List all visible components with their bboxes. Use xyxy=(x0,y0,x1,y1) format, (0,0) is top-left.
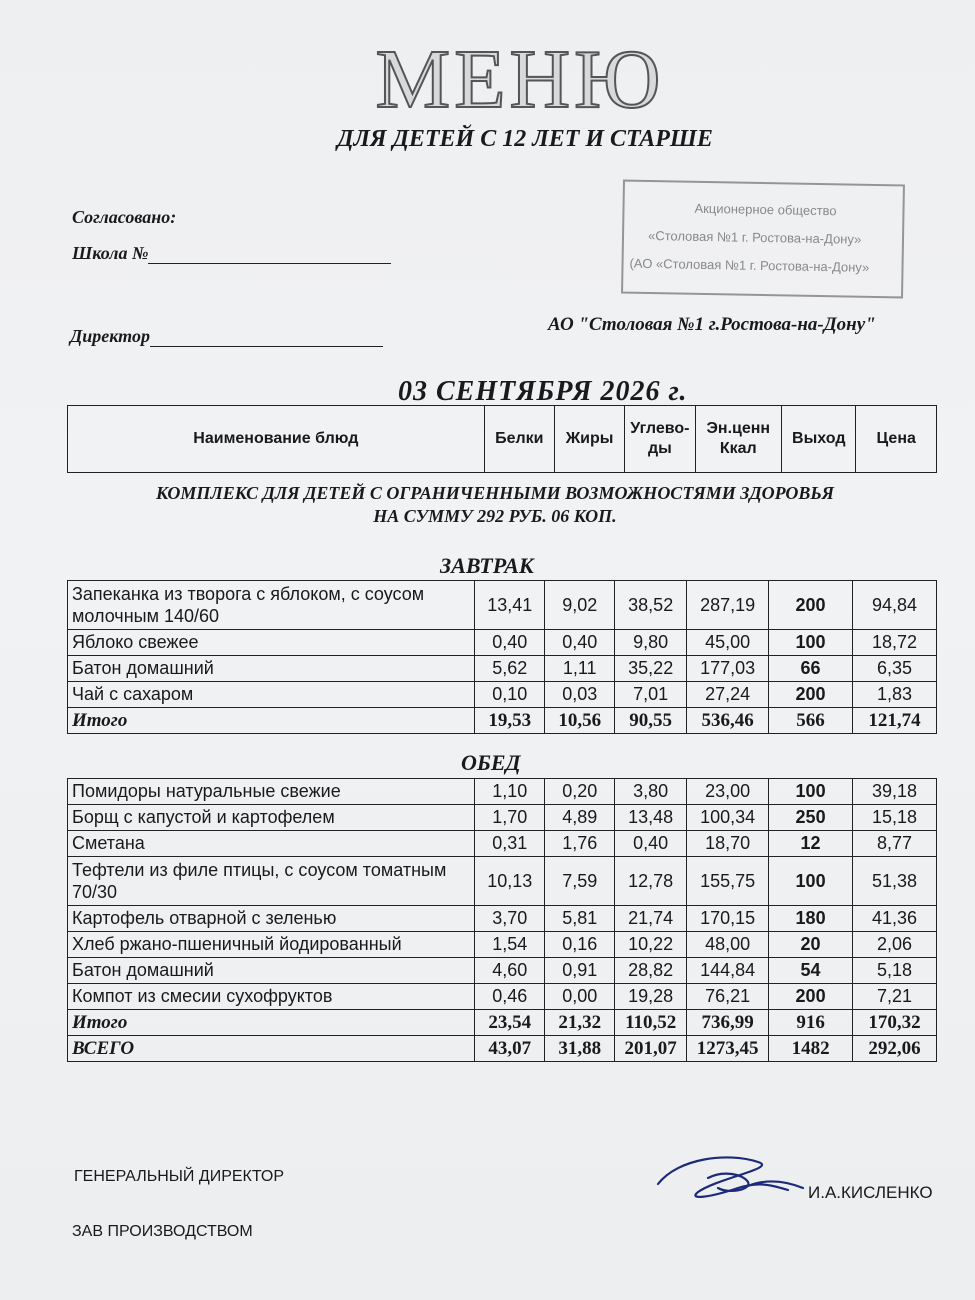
carbs-cell: 35,22 xyxy=(615,656,687,682)
stamp-line-1: Акционерное общество xyxy=(694,200,837,219)
price-cell: 39,18 xyxy=(853,779,937,805)
complex-line-2: НА СУММУ 292 РУБ. 06 КОП. xyxy=(373,506,617,527)
protein-cell: 13,41 xyxy=(475,581,545,630)
table-row xyxy=(68,805,937,831)
stamp-line-3: (АО «Столовая №1 г. Ростова-на-Дону» xyxy=(629,255,870,275)
dish-name-cell: Сметана xyxy=(68,831,475,857)
table-row xyxy=(68,857,937,906)
price-cell: 121,74 xyxy=(853,708,937,734)
dish-name-cell: Итого xyxy=(68,1010,475,1036)
dish-name-cell: Чай с сахаром xyxy=(68,682,475,708)
table-row xyxy=(68,656,937,682)
output-cell: 200 xyxy=(769,984,853,1010)
fat-cell: 0,91 xyxy=(545,958,615,984)
column-header-table xyxy=(67,405,937,473)
dish-name-cell: ВСЕГО xyxy=(68,1036,475,1062)
carbs-cell: 21,74 xyxy=(615,906,687,932)
protein-cell: 23,54 xyxy=(475,1010,545,1036)
energy-cell: 177,03 xyxy=(687,656,769,682)
energy-cell: 48,00 xyxy=(687,932,769,958)
price-cell: 8,77 xyxy=(853,831,937,857)
dish-name-cell: Борщ с капустой и картофелем xyxy=(68,805,475,831)
company-name: АО "Столовая №1 г.Ростова-на-Дону" xyxy=(548,314,876,335)
production-head-label: ЗАВ ПРОИЗВОДСТВОМ xyxy=(72,1223,253,1240)
table-row xyxy=(68,906,937,932)
col-carbs-header: Углево-ды xyxy=(625,406,695,473)
fat-cell: 1,76 xyxy=(545,831,615,857)
agreed-label: Согласовано: xyxy=(72,207,177,227)
output-cell: 66 xyxy=(769,656,853,682)
output-cell: 566 xyxy=(769,708,853,734)
output-cell: 200 xyxy=(769,682,853,708)
carbs-cell: 19,28 xyxy=(615,984,687,1010)
fat-cell: 31,88 xyxy=(545,1036,615,1062)
col-price-header: Цена xyxy=(856,406,937,473)
price-cell: 1,83 xyxy=(853,682,937,708)
protein-cell: 1,70 xyxy=(475,805,545,831)
col-output-header: Выход xyxy=(782,406,856,473)
output-cell: 20 xyxy=(769,932,853,958)
price-cell: 41,36 xyxy=(853,906,937,932)
dish-name-cell: Батон домашний xyxy=(68,656,475,682)
protein-cell: 0,40 xyxy=(475,630,545,656)
dish-name-cell: Помидоры натуральные свежие xyxy=(68,779,475,805)
school-field xyxy=(72,243,391,264)
grand-total-row xyxy=(68,1036,937,1062)
protein-cell: 0,10 xyxy=(475,682,545,708)
table-row xyxy=(68,581,937,630)
protein-cell: 10,13 xyxy=(475,857,545,906)
protein-cell: 4,60 xyxy=(475,958,545,984)
complex-heading xyxy=(90,482,900,529)
carbs-cell: 10,22 xyxy=(615,932,687,958)
energy-cell: 76,21 xyxy=(687,984,769,1010)
dish-name-cell: Батон домашний xyxy=(68,958,475,984)
general-director-label: ГЕНЕРАЛЬНЫЙ ДИРЕКТОР xyxy=(74,1168,285,1185)
dish-name-cell: Тефтели из филе птицы, с соусом томатным 70/30 xyxy=(68,857,475,906)
carbs-cell: 110,52 xyxy=(615,1010,687,1036)
fat-cell: 4,89 xyxy=(545,805,615,831)
output-cell: 180 xyxy=(769,906,853,932)
company-stamp xyxy=(621,180,905,299)
energy-cell: 155,75 xyxy=(687,857,769,906)
col-protein-header: Белки xyxy=(484,406,554,473)
dish-name-cell: Итого xyxy=(68,708,475,734)
signature xyxy=(648,1148,808,1208)
output-cell: 54 xyxy=(769,958,853,984)
col-name-header: Наименование блюд xyxy=(68,406,485,473)
carbs-cell: 7,01 xyxy=(615,682,687,708)
energy-cell: 736,99 xyxy=(687,1010,769,1036)
protein-cell: 1,54 xyxy=(475,932,545,958)
school-blank-line xyxy=(148,263,391,264)
stamp-line-2: «Столовая №1 г. Ростова-на-Дону» xyxy=(647,227,862,247)
fat-cell: 1,11 xyxy=(545,656,615,682)
price-cell: 6,35 xyxy=(853,656,937,682)
lunch-table xyxy=(67,778,937,1062)
price-cell: 2,06 xyxy=(853,932,937,958)
output-cell: 916 xyxy=(769,1010,853,1036)
price-cell: 15,18 xyxy=(853,805,937,831)
fat-cell: 10,56 xyxy=(545,708,615,734)
menu-subtitle: ДЛЯ ДЕТЕЙ С 12 ЛЕТ И СТАРШЕ xyxy=(337,126,713,152)
carbs-cell: 90,55 xyxy=(615,708,687,734)
director-blank-line xyxy=(150,346,383,347)
fat-cell: 0,03 xyxy=(545,682,615,708)
table-row xyxy=(68,779,937,805)
price-cell: 51,38 xyxy=(853,857,937,906)
energy-cell: 18,70 xyxy=(687,831,769,857)
breakfast-title: ЗАВТРАК xyxy=(440,553,534,578)
carbs-cell: 28,82 xyxy=(615,958,687,984)
table-row xyxy=(68,682,937,708)
energy-cell: 536,46 xyxy=(687,708,769,734)
output-cell: 100 xyxy=(769,630,853,656)
menu-date: 03 СЕНТЯБРЯ 2026 г. xyxy=(398,376,688,407)
fat-cell: 0,16 xyxy=(545,932,615,958)
energy-cell: 144,84 xyxy=(687,958,769,984)
protein-cell: 0,46 xyxy=(475,984,545,1010)
fat-cell: 21,32 xyxy=(545,1010,615,1036)
total-row xyxy=(68,1010,937,1036)
output-cell: 100 xyxy=(769,779,853,805)
energy-cell: 170,15 xyxy=(687,906,769,932)
output-cell: 250 xyxy=(769,805,853,831)
fat-cell: 7,59 xyxy=(545,857,615,906)
fat-cell: 0,20 xyxy=(545,779,615,805)
col-fat-header: Жиры xyxy=(554,406,624,473)
price-cell: 7,21 xyxy=(853,984,937,1010)
price-cell: 170,32 xyxy=(853,1010,937,1036)
fat-cell: 0,00 xyxy=(545,984,615,1010)
fat-cell: 0,40 xyxy=(545,630,615,656)
dish-name-cell: Картофель отварной с зеленью xyxy=(68,906,475,932)
director-label: Директор xyxy=(70,326,150,346)
carbs-cell: 12,78 xyxy=(615,857,687,906)
menu-title: МЕНЮ xyxy=(375,33,665,126)
protein-cell: 3,70 xyxy=(475,906,545,932)
school-label: Школа № xyxy=(72,243,149,263)
energy-cell: 1273,45 xyxy=(687,1036,769,1062)
energy-cell: 27,24 xyxy=(687,682,769,708)
total-row xyxy=(68,708,937,734)
carbs-cell: 13,48 xyxy=(615,805,687,831)
dish-name-cell: Компот из смесии сухофруктов xyxy=(68,984,475,1010)
table-row xyxy=(68,932,937,958)
lunch-title: ОБЕД xyxy=(461,750,521,775)
energy-cell: 100,34 xyxy=(687,805,769,831)
fat-cell: 5,81 xyxy=(545,906,615,932)
output-cell: 200 xyxy=(769,581,853,630)
table-row xyxy=(68,630,937,656)
protein-cell: 1,10 xyxy=(475,779,545,805)
table-row xyxy=(68,984,937,1010)
energy-cell: 45,00 xyxy=(687,630,769,656)
output-cell: 1482 xyxy=(769,1036,853,1062)
col-energy-header: Эн.ценн Ккал xyxy=(695,406,782,473)
energy-cell: 287,19 xyxy=(687,581,769,630)
price-cell: 5,18 xyxy=(853,958,937,984)
protein-cell: 5,62 xyxy=(475,656,545,682)
breakfast-table xyxy=(67,580,937,734)
dish-name-cell: Яблоко свежее xyxy=(68,630,475,656)
complex-line-1: КОМПЛЕКС ДЛЯ ДЕТЕЙ С ОГРАНИЧЕННЫМИ ВОЗМОЖНОСТЯМИ ЗДОРОВЬЯ xyxy=(155,483,835,503)
signature-name: И.А.КИСЛЕНКО xyxy=(808,1183,933,1202)
carbs-cell: 3,80 xyxy=(615,779,687,805)
protein-cell: 19,53 xyxy=(475,708,545,734)
fat-cell: 9,02 xyxy=(545,581,615,630)
energy-cell: 23,00 xyxy=(687,779,769,805)
carbs-cell: 38,52 xyxy=(615,581,687,630)
dish-name-cell: Хлеб ржано-пшеничный йодированный xyxy=(68,932,475,958)
carbs-cell: 9,80 xyxy=(615,630,687,656)
output-cell: 100 xyxy=(769,857,853,906)
director-field xyxy=(70,326,383,347)
dish-name-cell: Запеканка из творога с яблоком, с соусом молочным 140/60 xyxy=(68,581,475,630)
price-cell: 94,84 xyxy=(853,581,937,630)
table-row xyxy=(68,831,937,857)
price-cell: 18,72 xyxy=(853,630,937,656)
price-cell: 292,06 xyxy=(853,1036,937,1062)
carbs-cell: 0,40 xyxy=(615,831,687,857)
table-row xyxy=(68,958,937,984)
carbs-cell: 201,07 xyxy=(615,1036,687,1062)
protein-cell: 43,07 xyxy=(475,1036,545,1062)
protein-cell: 0,31 xyxy=(475,831,545,857)
output-cell: 12 xyxy=(769,831,853,857)
